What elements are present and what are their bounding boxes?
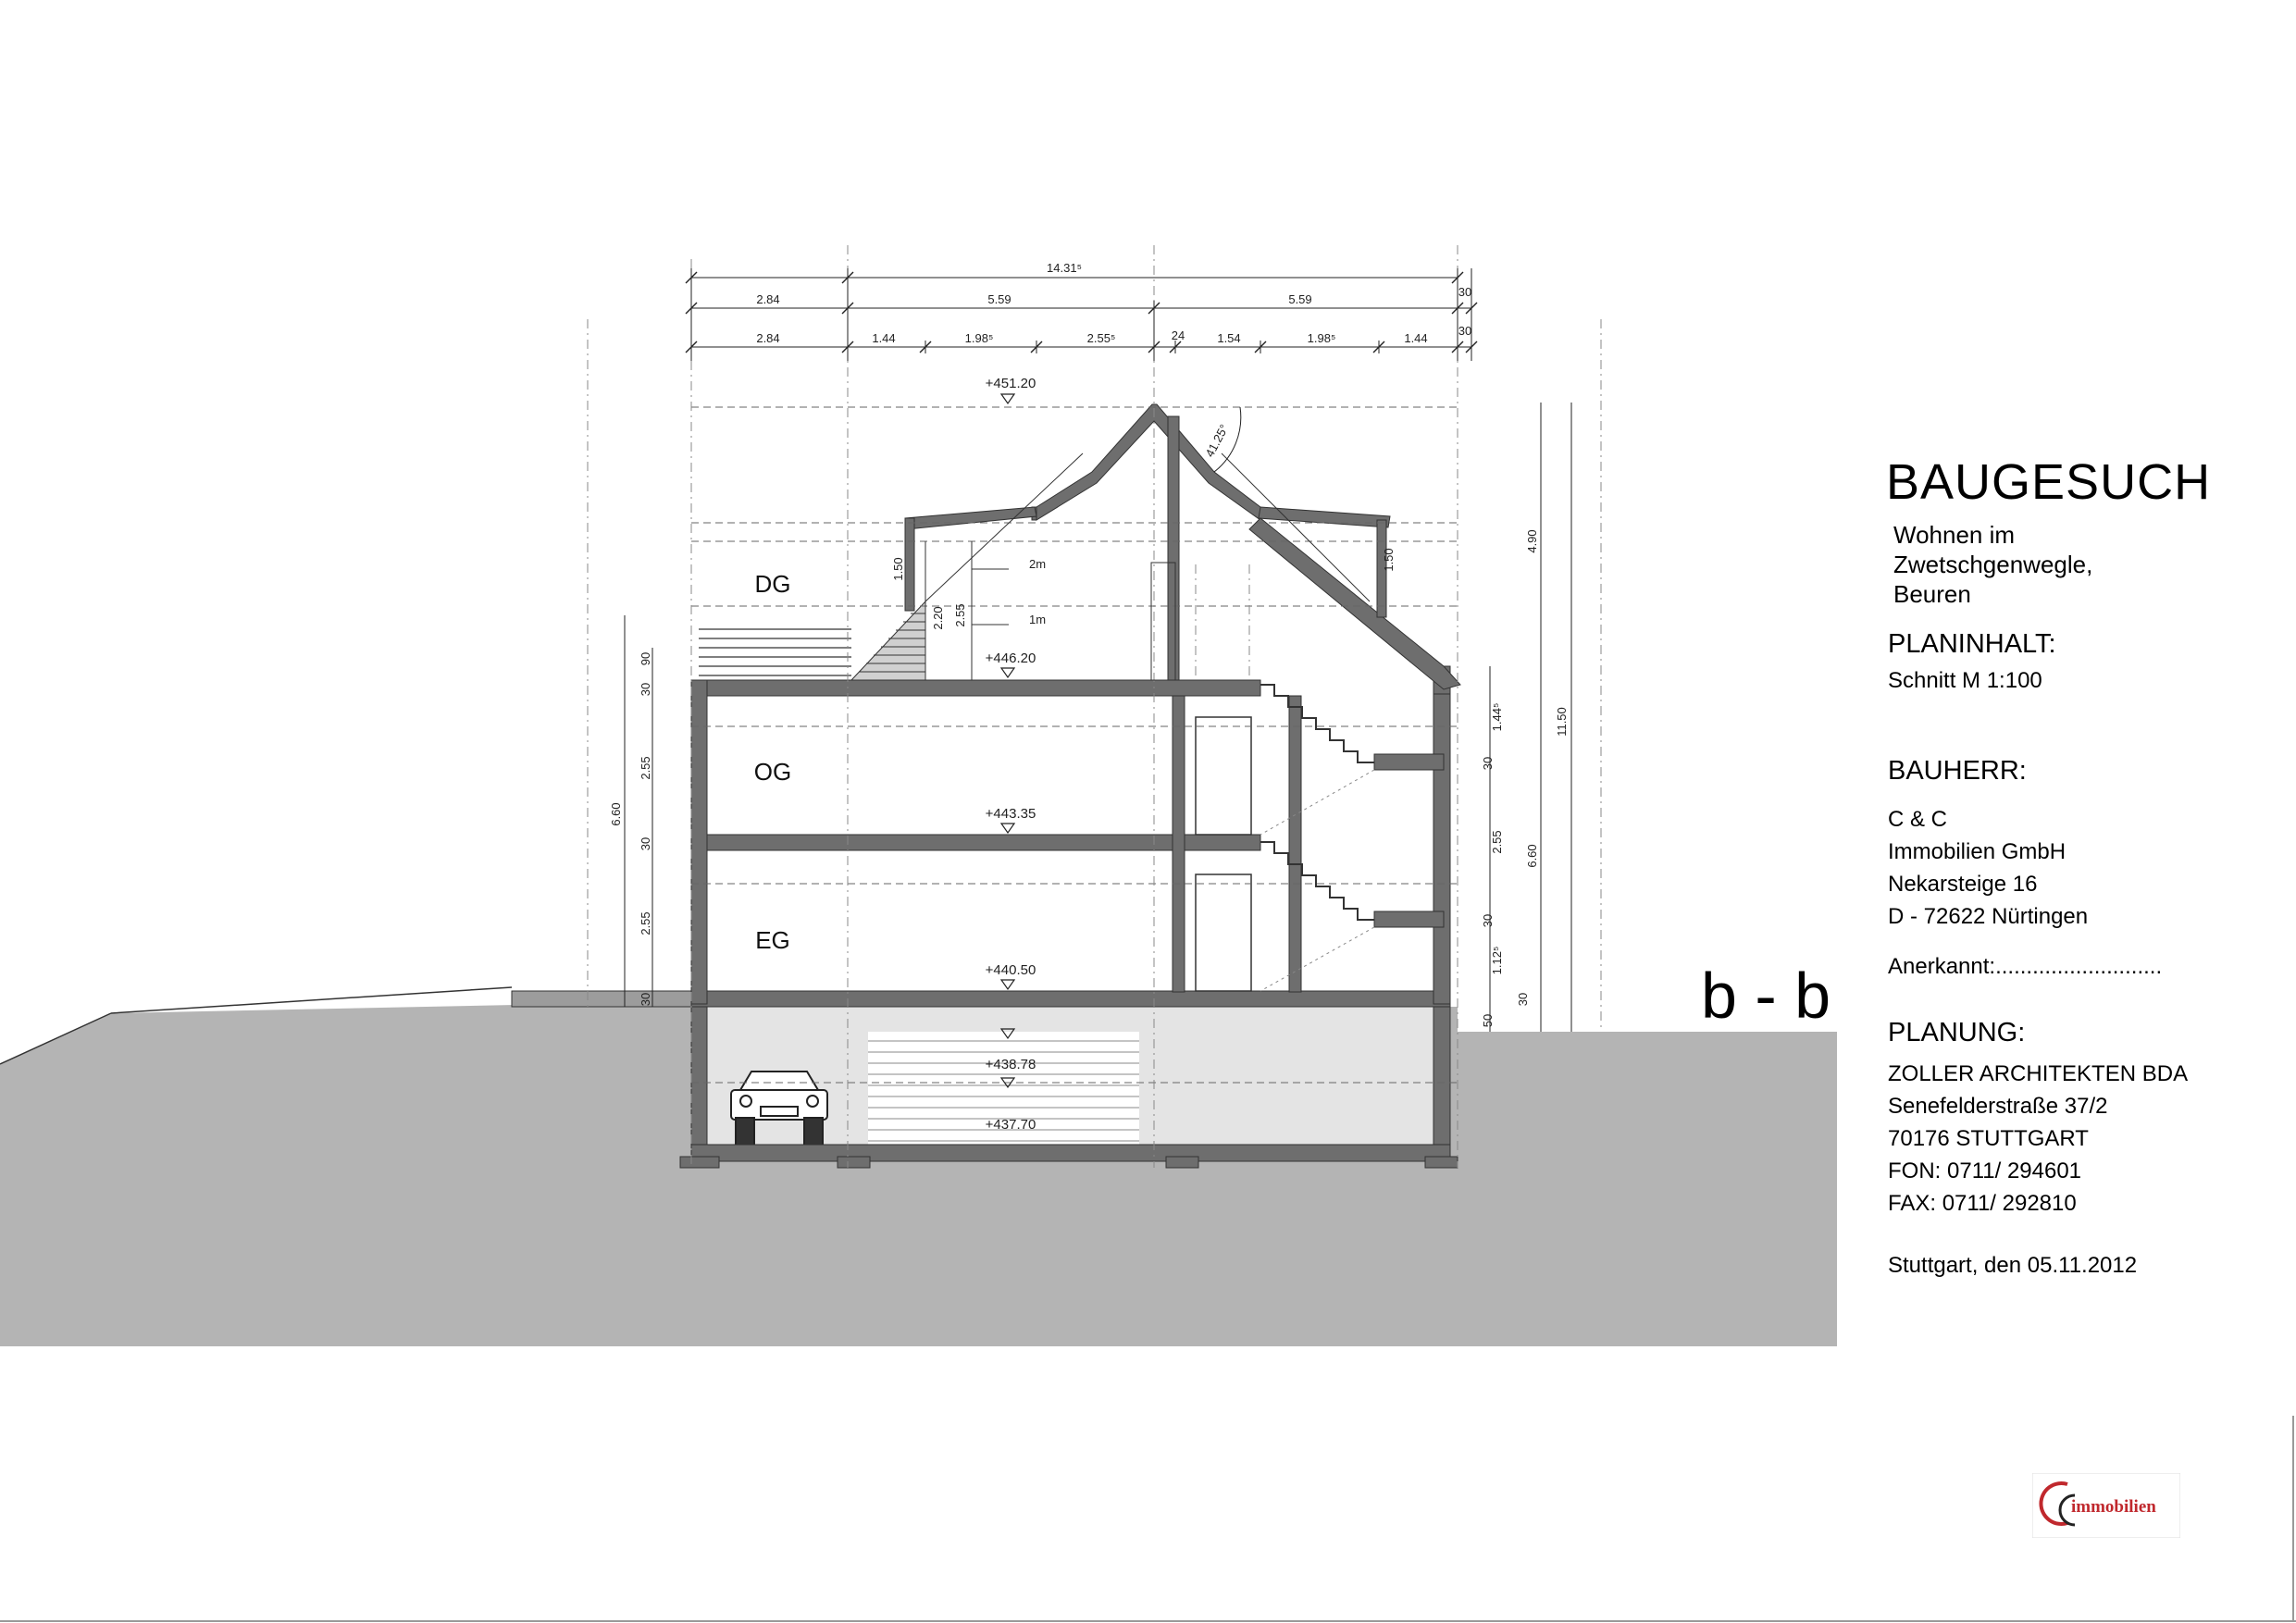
- project-line: Zwetschgenwegle,: [1893, 551, 2093, 578]
- planung-line: Senefelderstraße 37/2: [1888, 1094, 2108, 1119]
- dim-right: 2.55: [1490, 830, 1504, 854]
- dim-row3-5: 24: [1171, 328, 1185, 342]
- dim-right: 30: [1481, 913, 1495, 928]
- level-label: +451.20: [985, 376, 1036, 391]
- dim-dg: 2.55: [953, 603, 967, 627]
- dim-overall: 14.31⁵: [1047, 261, 1082, 275]
- dim-row3-2: 1.44: [872, 331, 896, 345]
- dim-row3-8: 1.44: [1404, 331, 1428, 345]
- planung-line: FAX: 0711/ 292810: [1888, 1191, 2077, 1216]
- project-line: Wohnen im: [1893, 521, 2016, 549]
- dim-row3-1: 2.84: [756, 331, 780, 345]
- dim-right: 4.90: [1525, 529, 1539, 553]
- dim-left: 30: [639, 836, 652, 851]
- dim-dg: 2.20: [931, 606, 945, 630]
- section-label: b - b: [1701, 960, 1831, 1032]
- dim-left: 2.55: [639, 911, 652, 935]
- dim-left: 6.60: [609, 802, 623, 826]
- planinhalt-heading: PLANINHALT:: [1888, 629, 2056, 659]
- dim-dg: 1.50: [1382, 548, 1396, 572]
- roof: [905, 404, 1460, 689]
- dim-dg: 1m: [1029, 613, 1047, 626]
- bauherr-line: Immobilien GmbH: [1888, 839, 2066, 864]
- project-line: Beuren: [1893, 580, 1971, 608]
- plan-date: Stuttgart, den 05.11.2012: [1888, 1253, 2138, 1278]
- plan-title: BAUGESUCH: [1886, 454, 2212, 510]
- bauherr-line: D - 72622 Nürtingen: [1888, 904, 2089, 929]
- dim-row3-9: 30: [1458, 324, 1472, 338]
- dim-row3-3: 1.98⁵: [964, 331, 994, 345]
- dim-right: 1.12⁵: [1490, 946, 1504, 975]
- level-markers: [1001, 394, 1014, 1087]
- room-label-dg: DG: [754, 570, 791, 598]
- dim-row2-2: 5.59: [987, 292, 1011, 306]
- dim-left: 2.55: [639, 756, 652, 780]
- planung-line: FON: 0711/ 294601: [1888, 1158, 2082, 1183]
- svg-text:immobilien: immobilien: [2071, 1497, 2156, 1517]
- dim-right: 30: [1516, 992, 1530, 1007]
- bauherr-line: Nekarsteige 16: [1888, 872, 2038, 897]
- dim-left: 90: [639, 651, 652, 666]
- dim-left: 30: [639, 682, 652, 697]
- dim-right: 30: [1481, 756, 1495, 771]
- dim-right: 50: [1481, 1013, 1495, 1028]
- door: [1196, 874, 1251, 991]
- planung-line: ZOLLER ARCHITEKTEN BDA: [1888, 1061, 2189, 1086]
- planung-line: 70176 STUTTGART: [1888, 1126, 2089, 1151]
- roof-angle: 41.25°: [1202, 422, 1232, 460]
- dim-right: 6.60: [1525, 844, 1539, 868]
- bauherr-heading: BAUHERR:: [1888, 756, 2027, 786]
- planung-heading: PLANUNG:: [1888, 1018, 2026, 1047]
- planinhalt-text: Schnitt M 1:100: [1888, 668, 2042, 693]
- level-label: +438.78: [985, 1057, 1036, 1072]
- dim-row3-4: 2.55⁵: [1086, 331, 1116, 345]
- room-label-eg: EG: [755, 926, 790, 954]
- dim-dg: 1.50: [891, 557, 905, 581]
- dim-left: 30: [639, 992, 652, 1007]
- railing: [699, 629, 851, 675]
- dim-row2-3: 5.59: [1288, 292, 1312, 306]
- dim-row3-7: 1.98⁵: [1307, 331, 1336, 345]
- terrace-slab: [512, 991, 692, 1007]
- door: [1196, 717, 1251, 835]
- company-logo: [2032, 1473, 2180, 1538]
- level-label: +437.70: [985, 1117, 1036, 1133]
- level-label: +446.20: [985, 650, 1036, 666]
- dim-right: 11.50: [1555, 707, 1569, 737]
- level-label: +443.35: [985, 806, 1036, 822]
- dim-dg: 2m: [1029, 557, 1047, 571]
- dim-row3-6: 1.54: [1217, 331, 1241, 345]
- anerkannt-line: Anerkannt:...........................: [1888, 954, 2163, 979]
- dim-row2-1: 2.84: [756, 292, 780, 306]
- dim-right: 1.44⁵: [1490, 702, 1504, 732]
- bauherr-line: C & C: [1888, 807, 1948, 832]
- dim-row2-4: 30: [1458, 285, 1472, 299]
- room-label-og: OG: [753, 758, 792, 786]
- level-label: +440.50: [985, 962, 1036, 978]
